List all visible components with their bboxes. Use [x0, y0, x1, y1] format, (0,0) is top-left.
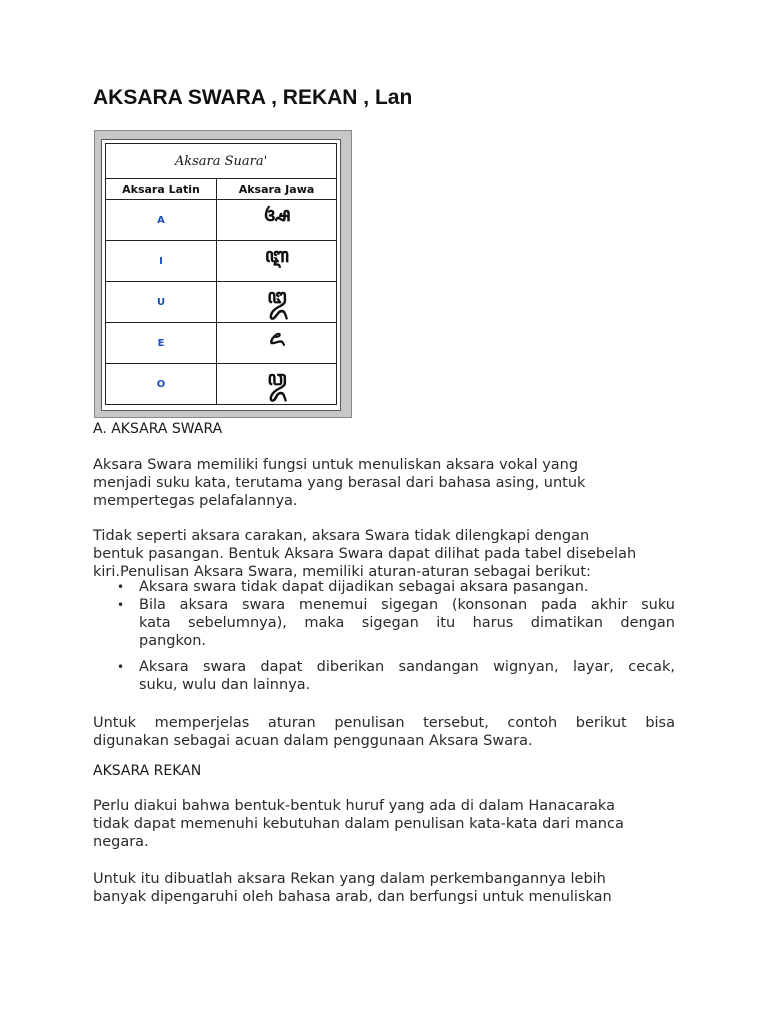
text-line: mempertegas pelafalannya.	[93, 493, 298, 509]
javanese-glyph-cell: ꦌ	[217, 323, 337, 364]
paragraph-rekan-purpose	[93, 870, 675, 906]
paragraph-swara-function	[93, 456, 675, 510]
table-row	[106, 364, 337, 405]
table-row	[106, 323, 337, 364]
text-line: Aksara swara dapat diberikan sandangan wignyan, layar, cecak,	[139, 659, 675, 675]
paragraph-example-note	[93, 714, 675, 750]
rules-list	[93, 578, 675, 694]
table-row	[106, 282, 337, 323]
text-line: Perlu diakui bahwa bentuk-bentuk huruf yang ada di dalam Hanacaraka	[93, 798, 615, 814]
text-line: Untuk memperjelas aturan penulisan tersebut, contoh berikut bisa	[93, 715, 675, 731]
latin-letter-cell: E	[106, 323, 217, 364]
latin-letter-cell: O	[106, 364, 217, 405]
text-line: kiri.Penulisan Aksara Swara, memiliki aturan-aturan sebagai berikut:	[93, 564, 591, 580]
text-line: menjadi suku kata, terutama yang berasal dari bahasa asing, untuk	[93, 475, 586, 491]
javanese-glyph-cell: ꦄ	[217, 200, 337, 241]
bullet-icon: •	[117, 660, 125, 674]
latin-letter-cell: U	[106, 282, 217, 323]
list-item	[93, 578, 675, 596]
javanese-glyph-cell: ꦈ	[217, 282, 337, 323]
latin-letter-cell: I	[106, 241, 217, 282]
table-row	[106, 241, 337, 282]
table-caption: Aksara Suara'	[106, 144, 337, 179]
column-header-latin: Aksara Latin	[106, 179, 217, 200]
text-line: pangkon.	[139, 633, 207, 649]
list-item	[93, 658, 675, 694]
text-line: banyak dipengaruhi oleh bahasa arab, dan berfungsi untuk menuliskan	[93, 889, 612, 905]
text-line: Untuk itu dibuatlah aksara Rekan yang dalam perkembangannya lebih	[93, 871, 606, 887]
latin-letter-cell: A	[106, 200, 217, 241]
text-line: bentuk pasangan. Bentuk Aksara Swara dapat dilihat pada tabel disebelah	[93, 546, 637, 562]
section-heading-aksara-rekan: AKSARA REKAN	[93, 763, 202, 779]
column-header-jawa: Aksara Jawa	[217, 179, 337, 200]
text-line: Bila aksara swara menemui sigegan (konsonan pada akhir suku	[139, 597, 675, 613]
table-border	[101, 139, 341, 411]
text-line: kata sebelumnya), maka sigegan itu harus dimatikan dengan	[139, 615, 675, 631]
javanese-glyph-cell: ꦎ	[217, 364, 337, 405]
section-heading-aksara-swara: A. AKSARA SWARA	[93, 421, 223, 437]
bullet-icon: •	[117, 580, 125, 594]
text-line: tidak dapat memenuhi kebutuhan dalam penulisan kata-kata dari manca	[93, 816, 624, 832]
text-line: negara.	[93, 834, 149, 850]
aksara-swara-table-figure	[94, 130, 352, 418]
text-line: Aksara Swara memiliki fungsi untuk menuliskan aksara vokal yang	[93, 457, 579, 473]
aksara-swara-table	[105, 143, 337, 405]
paragraph-swara-pasangan	[93, 527, 675, 581]
text-line: Aksara swara tidak dapat dijadikan sebagai aksara pasangan.	[139, 579, 589, 595]
table-row	[106, 200, 337, 241]
text-line: Tidak seperti aksara carakan, aksara Swara tidak dilengkapi dengan	[93, 528, 590, 544]
javanese-glyph-cell: ꦆ	[217, 241, 337, 282]
text-line: digunakan sebagai acuan dalam penggunaan Aksara Swara.	[93, 733, 533, 749]
bullet-icon: •	[117, 598, 125, 612]
list-item	[93, 596, 675, 650]
paragraph-rekan-background	[93, 797, 675, 851]
document-title: AKSARA SWARA , REKAN , Lan	[93, 86, 413, 109]
text-line: suku, wulu dan lainnya.	[139, 677, 311, 693]
